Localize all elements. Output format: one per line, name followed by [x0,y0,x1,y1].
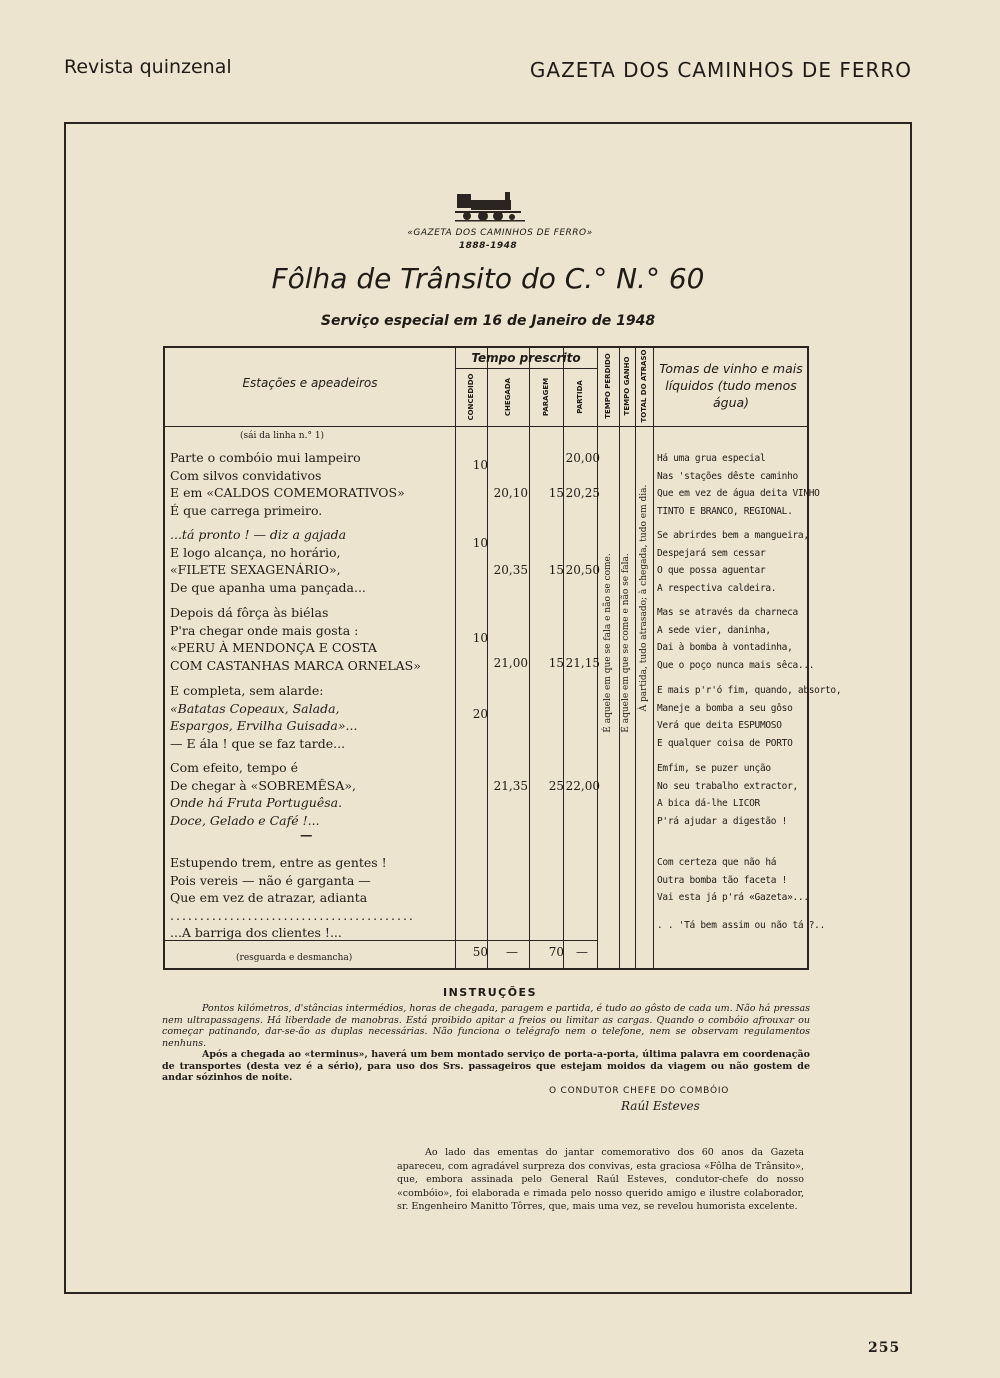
total-paragem: 70 [548,945,564,959]
header-left: Revista quinzenal [64,56,232,78]
col-tempo-perdido: TEMPO PERDIDO [604,353,612,419]
concedido-1: 10 [472,458,488,472]
table-footer: (resguarda e desmancha) [236,953,353,963]
dash-separator: — [300,827,313,842]
vert-perdido: É aquele em que se fala e não se come. [603,553,613,733]
chegada-3: 21,00 [493,656,528,670]
page-title: Fôlha de Trânsito do C.° N.° 60 [271,262,705,295]
paragem-5: 25 [548,779,564,793]
chegada-1: 20,10 [493,486,528,500]
editorial-note: Ao lado das ementas do jantar comemorativo dos 60 anos da Gazeta apareceu, com agradável surpreza dos convivas, esta graciosa «Fôlha de Trânsito», que, embora assinada pelo General Raúl Esteves, condutor-chefe do nosso «combóio», foi elaborada e rimada pelo nosso querido amigo e ilustre colaborador, sr. Engenheiro Manitto Tôrres, que, mais uma vez, se revelou humorista excelente. [397,1147,804,1212]
col-concedido: CONCEDIDO [467,373,475,421]
vert-ganho: É aquele em que se come e não se fala. [621,553,631,733]
stanza-1: Parte o combóio mui lampeiro Com silvos convidativos E em «CALDOS COMEMORATIVOS» É que carrega primeiro. [170,450,405,518]
stanza-5: Com efeito, tempo é De chegar à «SOBREMÊSA», Onde há Fruta Portuguêsa. Doce, Gelado e Café !... [170,760,356,828]
concedido-4: 20 [472,707,488,721]
locomotive-icon [455,190,525,222]
paragem-1: 15 [548,486,564,500]
partida-start: 20,00 [565,451,600,465]
col-stations: Estações e apeadeiros [242,376,378,390]
tomas-5: Emfim, se puzer unção No seu trabalho extractor, A bica dá-lhe LICOR P'rá ajudar a digestão ! [657,763,798,827]
col-paragem: PARAGEM [542,377,550,417]
tomas-4: E mais p'r'ó fim, quando, absorto, Maneje a bomba a seu gôso Verá que deita ESPUMOSO E qualquer coisa de PORTO [657,685,842,749]
col-chegada: CHEGADA [504,377,512,417]
chegada-2: 20,35 [493,563,528,577]
total-concedido: 50 [472,945,488,959]
header-right: GAZETA DOS CAMINHOS DE FERRO [529,58,912,82]
partida-3: 21,15 [565,656,600,670]
instructions-title: INSTRUÇÕES [443,986,537,999]
partida-2: 20,50 [565,563,600,577]
col-total-atraso: TOTAL DO ATRASO [640,349,648,423]
col-tempo-ganho: TEMPO GANHO [623,356,631,416]
signature-name: Raúl Esteves [621,1099,700,1113]
instructions-p1: Pontos kilómetros, d'stâncias intermédios, horas de chegada, paragem e partida, é tudo ao gôsto de cada um. Não há pressas nem ultrapassagens. Há liberdade de manobras. Está proibido apitar a freios ou limitar as cargas. Quando o combóio afrouxar ou começar patinando, dar-se-ão as duplas necessárias. Não funciona o telégrafo nem o telefone, nem se observam regulamentos nenhuns. [162,1003,810,1049]
partida-5: 22,00 [565,779,600,793]
chegada-5: 21,35 [493,779,528,793]
col-tomas: Tomas de vinho e mais líquidos (tudo menos água) [659,361,803,410]
paragem-2: 15 [548,563,564,577]
tomas-1: Há uma grua especial Nas 'stações dêste caminho Que em vez de água deita VINHO TINTO E BRANCO, REGIONAL. [657,453,820,517]
total-chegada: — [506,945,518,959]
page-number: 255 [868,1340,901,1356]
masthead-name: «GAZETA DOS CAMINHOS DE FERRO» [407,228,593,238]
page-subtitle: Serviço especial em 16 de Janeiro de 1948 [320,313,656,329]
col-partida: PARTIDA [576,380,584,414]
total-partida: — [576,945,588,959]
masthead-years: 1888-1948 [458,241,518,251]
tomas-6: Com certeza que não há Outra bomba tão faceta ! Vai esta já p'rá «Gazeta»... . . 'Tá bem assim ou não tá ?.. [657,857,826,931]
stanza-6: Estupendo trem, entre as gentes ! Pois vereis — não é garganta — Que em vez de atrazar, adianta ......................................... ...A barriga dos clientes !... [170,855,415,940]
concedido-3: 10 [472,631,488,645]
stanza-2: ...tá pronto ! — diz a gajada E logo alcança, no horário, «FILETE SEXAGENÁRIO», De que apanha uma pançada... [170,527,366,595]
col-tempo-prescrito: Tempo prescrito [471,351,581,365]
paragem-3: 15 [548,656,564,670]
tomas-3: Mas se através da charneca A sede vier, daninha, Dai à bomba à vontadinha, Que o poço nunca mais sêca... [657,607,815,671]
stanza-4: E completa, sem alarde: «Batatas Copeaux, Salada, Espargos, Ervilha Guisada»... — E ála ! que se faz tarde... [170,683,358,751]
tomas-2: Se abrirdes bem a mangueira, Despejará sem cessar O que possa aguentar A respectiva caldeira. [657,530,809,594]
signature-title: O CONDUTOR CHEFE DO COMBÓIO [549,1086,730,1096]
vert-atraso: À partida, tudo atrasado; à chegada, tudo em dia. [639,484,649,712]
stanza-3: Depois dá fôrça às biélas P'ra chegar onde mais gosta : «PERU À MENDONÇA E COSTA COM CASTANHAS MARCA ORNELAS» [170,605,421,673]
concedido-2: 10 [472,536,488,550]
sai-linha: (sái da linha n.° 1) [240,431,325,441]
dotted-line: ......................................... [170,907,415,923]
instructions-p2: Após a chegada ao «terminus», haverá um bem montado serviço de porta-a-porta, última palavra em coordenação de transportes (desta vez é a sério), para uso dos Srs. passageiros que estejam moidos da viagem ou não gostem de andar sózinhos de noite. [162,1049,810,1083]
partida-1: 20,25 [565,486,600,500]
